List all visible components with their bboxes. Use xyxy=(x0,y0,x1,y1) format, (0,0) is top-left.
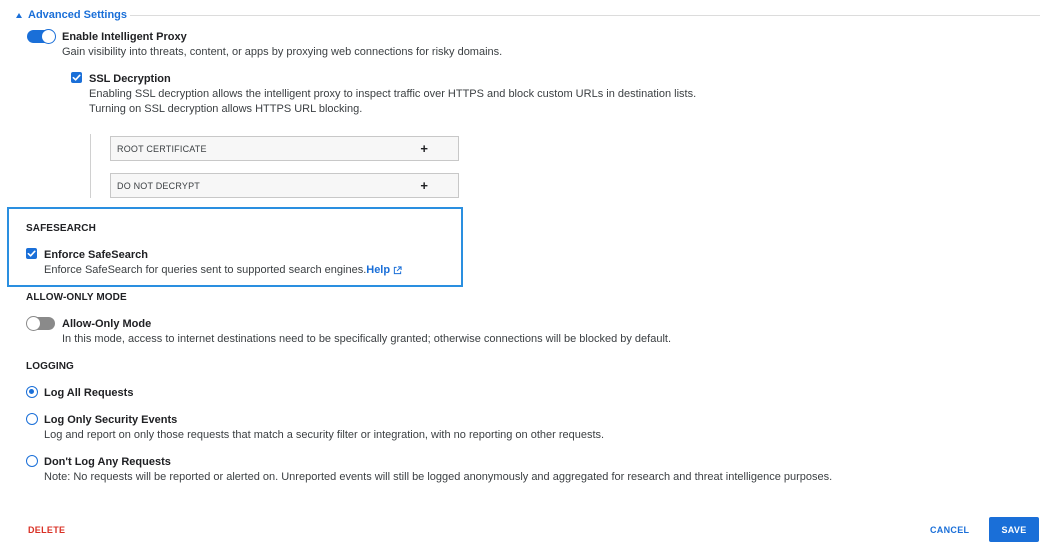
indent-guide xyxy=(90,134,91,198)
allow-only-heading: ALLOW-ONLY MODE xyxy=(26,292,127,303)
allow-only-description: In this mode, access to internet destinations need to be specifically granted; otherwise connections will be blocked by default. xyxy=(62,333,672,345)
logging-heading: LOGGING xyxy=(26,361,74,372)
plus-icon[interactable]: + xyxy=(420,141,428,156)
safesearch-heading: SAFESEARCH xyxy=(26,223,96,234)
checkmark-icon xyxy=(72,73,81,82)
log-none-label: Don't Log Any Requests xyxy=(44,456,171,468)
log-none-description: Note: No requests will be reported or alerted on. Unreported events will still be logged anonymously and aggregated for research and threat intelligence purposes. xyxy=(44,471,833,483)
intelligent-proxy-label: Enable Intelligent Proxy xyxy=(62,31,187,43)
toggle-knob xyxy=(41,29,56,44)
allow-only-label: Allow-Only Mode xyxy=(62,318,152,330)
log-security-description: Log and report on only those requests that match a security filter or integration, with no reporting on other requests. xyxy=(44,429,605,441)
do-not-decrypt-list[interactable] xyxy=(110,173,459,198)
ssl-decryption-checkbox[interactable] xyxy=(71,72,82,83)
root-certificate-label: ROOT CERTIFICATE xyxy=(117,143,207,154)
checkmark-icon xyxy=(27,249,36,258)
advanced-settings-toggle[interactable] xyxy=(16,9,127,21)
save-button[interactable]: SAVE xyxy=(989,517,1039,542)
intelligent-proxy-toggle[interactable] xyxy=(27,30,55,43)
cancel-button[interactable]: CANCEL xyxy=(930,525,970,535)
root-certificate-list[interactable] xyxy=(110,136,459,161)
plus-icon[interactable]: + xyxy=(420,178,428,193)
log-all-radio[interactable] xyxy=(26,386,38,398)
enforce-safesearch-text: Enforce SafeSearch for queries sent to supported search engines. xyxy=(44,264,367,276)
ssl-decryption-description-1: Enabling SSL decryption allows the intelligent proxy to inspect traffic over HTTPS and block custom URLs in destination lists. xyxy=(89,88,697,100)
ssl-decryption-label: SSL Decryption xyxy=(89,73,171,85)
delete-button[interactable]: DELETE xyxy=(28,525,66,535)
enforce-safesearch-label: Enforce SafeSearch xyxy=(44,249,148,261)
help-link[interactable]: Help xyxy=(366,264,391,276)
log-security-label: Log Only Security Events xyxy=(44,414,178,426)
intelligent-proxy-description: Gain visibility into threats, content, or apps by proxying web connections for risky domains. xyxy=(62,46,503,58)
log-all-label: Log All Requests xyxy=(44,387,134,399)
enforce-safesearch-checkbox[interactable] xyxy=(26,248,37,259)
external-link-icon[interactable] xyxy=(393,266,402,275)
allow-only-toggle[interactable] xyxy=(27,317,55,330)
section-divider xyxy=(130,15,1040,16)
do-not-decrypt-label: DO NOT DECRYPT xyxy=(117,180,200,191)
log-none-radio[interactable] xyxy=(26,455,38,467)
toggle-knob xyxy=(26,316,41,331)
caret-up-icon xyxy=(16,13,22,18)
advanced-settings-label: Advanced Settings xyxy=(28,9,128,21)
enforce-safesearch-description xyxy=(44,264,402,276)
ssl-decryption-description-2: Turning on SSL decryption allows HTTPS URL blocking. xyxy=(89,103,363,115)
log-security-radio[interactable] xyxy=(26,413,38,425)
